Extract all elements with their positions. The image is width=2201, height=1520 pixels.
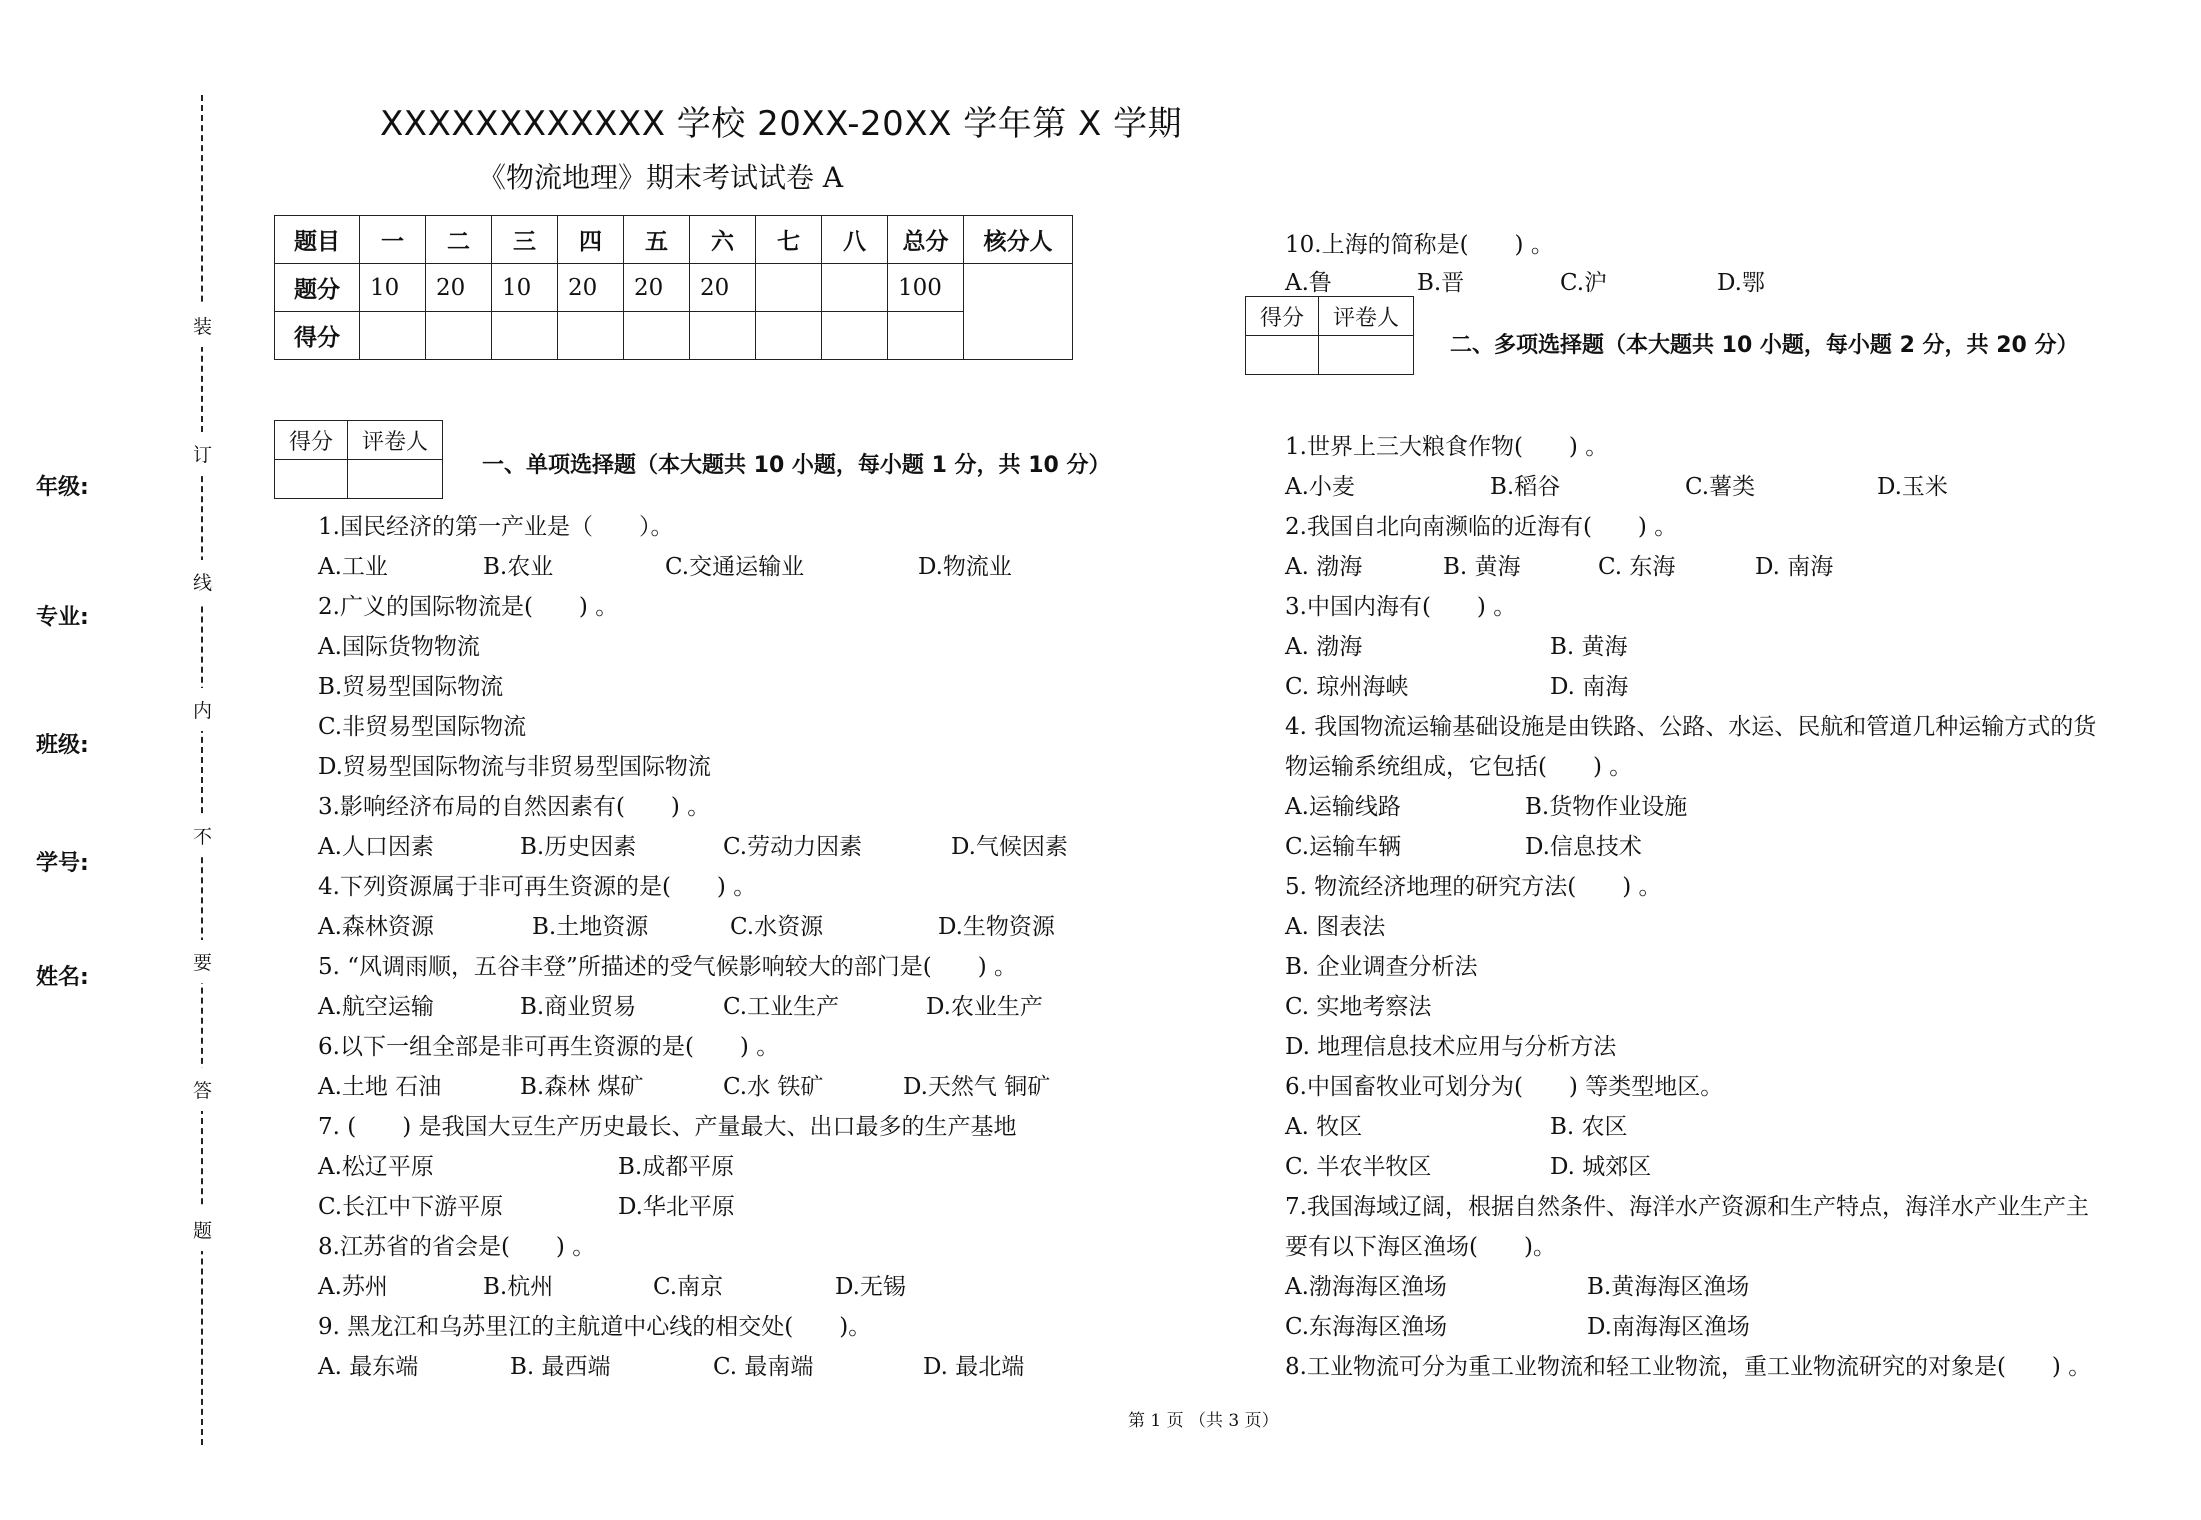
option[interactable]: D. 最北端 bbox=[923, 1354, 1025, 1380]
option[interactable]: C. 最南端 bbox=[713, 1354, 814, 1380]
grader-reviewer-cell[interactable] bbox=[348, 460, 443, 499]
table-cell: 20 bbox=[690, 264, 756, 312]
option[interactable]: A.森林资源 bbox=[318, 914, 434, 940]
option-row bbox=[1285, 548, 2085, 580]
table-cell: 20 bbox=[624, 264, 690, 312]
option[interactable]: B.森林 煤矿 bbox=[520, 1074, 644, 1100]
option[interactable]: C.工业生产 bbox=[723, 994, 840, 1020]
option-row bbox=[1285, 1148, 2085, 1180]
option-row bbox=[1285, 1108, 2085, 1140]
binding-char: 内 bbox=[193, 688, 211, 731]
binding-char: 线 bbox=[193, 560, 211, 603]
option[interactable]: A.松辽平原 bbox=[318, 1154, 434, 1180]
score-cell[interactable] bbox=[888, 312, 964, 360]
option-row bbox=[318, 1188, 1118, 1220]
question-text-continued: 物运输系统组成，它包括( ) 。 bbox=[1285, 754, 1633, 780]
score-cell[interactable] bbox=[492, 312, 558, 360]
option[interactable]: B.货物作业设施 bbox=[1525, 794, 1688, 820]
option[interactable]: A.工业 bbox=[318, 554, 388, 580]
option[interactable]: A.人口因素 bbox=[318, 834, 434, 860]
table-header: 一 bbox=[360, 216, 426, 264]
option[interactable]: D.物流业 bbox=[918, 554, 1012, 580]
major-label: 专业: bbox=[36, 605, 89, 630]
score-cell[interactable] bbox=[426, 312, 492, 360]
grade-label: 年级: bbox=[36, 475, 89, 500]
grader-box bbox=[274, 420, 443, 499]
score-table bbox=[274, 215, 1073, 360]
option-row bbox=[1285, 668, 2085, 700]
option[interactable]: B.商业贸易 bbox=[520, 994, 637, 1020]
table-header: 核分人 bbox=[964, 216, 1073, 264]
option[interactable]: A.航空运输 bbox=[318, 994, 434, 1020]
option[interactable]: B.成都平原 bbox=[618, 1154, 735, 1180]
question-text-continued: 要有以下海区渔场( )。 bbox=[1285, 1234, 1556, 1260]
question-text: 7. ( ) 是我国大豆生产历史最长、产量最大、出口最多的生产基地 bbox=[318, 1114, 1017, 1140]
option-row bbox=[1285, 828, 2085, 860]
table-cell: 10 bbox=[492, 264, 558, 312]
binding-char: 装 bbox=[193, 304, 211, 347]
question-text: 1.世界上三大粮食作物( ) 。 bbox=[1285, 434, 1609, 460]
option[interactable]: A. 牧区 bbox=[1285, 1114, 1363, 1140]
exam-subtitle: 《物流地理》期末考试试卷 A bbox=[478, 161, 844, 194]
option[interactable]: B.土地资源 bbox=[532, 914, 649, 940]
question-text: 10.上海的简称是( ) 。 bbox=[1285, 232, 1554, 258]
option[interactable]: A.土地 石油 bbox=[318, 1074, 442, 1100]
score-cell[interactable] bbox=[624, 312, 690, 360]
grader-score-label: 得分 bbox=[1246, 297, 1319, 336]
table-header: 三 bbox=[492, 216, 558, 264]
option[interactable]: C.运输车辆 bbox=[1285, 834, 1402, 860]
option[interactable]: A.鲁 bbox=[1285, 270, 1332, 296]
table-cell: 20 bbox=[558, 264, 624, 312]
question-text: 8.江苏省的省会是( ) 。 bbox=[318, 1234, 596, 1260]
question-text: 3.影响经济布局的自然因素有( ) 。 bbox=[318, 794, 711, 820]
question-text: 4. 我国物流运输基础设施是由铁路、公路、水运、民航和管道几种运输方式的货 bbox=[1285, 714, 2097, 740]
question-text: 4.下列资源属于非可再生资源的是( ) 。 bbox=[318, 874, 757, 900]
option[interactable]: B. 企业调查分析法 bbox=[1285, 954, 1478, 980]
question-text: 9. 黑龙江和乌苏里江的主航道中心线的相交处( )。 bbox=[318, 1314, 872, 1340]
option[interactable]: D.华北平原 bbox=[618, 1194, 735, 1220]
option[interactable]: C. 东海 bbox=[1598, 554, 1676, 580]
table-header: 总分 bbox=[888, 216, 964, 264]
grader-score-label: 得分 bbox=[275, 421, 348, 460]
question-text: 3.中国内海有( ) 。 bbox=[1285, 594, 1517, 620]
option-row bbox=[1285, 264, 1985, 296]
table-header: 八 bbox=[822, 216, 888, 264]
score-cell[interactable] bbox=[822, 312, 888, 360]
table-row bbox=[275, 216, 1073, 264]
option-row bbox=[1285, 788, 2085, 820]
option-row bbox=[1285, 628, 2085, 660]
option[interactable]: C.水 铁矿 bbox=[723, 1074, 824, 1100]
row-label: 得分 bbox=[275, 312, 360, 360]
option[interactable]: C.南京 bbox=[653, 1274, 724, 1300]
option[interactable]: B. 最西端 bbox=[510, 1354, 611, 1380]
score-cell[interactable] bbox=[690, 312, 756, 360]
question-text: 8.工业物流可分为重工业物流和轻工业物流，重工业物流研究的对象是( ) 。 bbox=[1285, 1354, 2092, 1380]
option[interactable]: D.信息技术 bbox=[1525, 834, 1642, 860]
table-header: 七 bbox=[756, 216, 822, 264]
option[interactable]: C. 半农半牧区 bbox=[1285, 1154, 1432, 1180]
option[interactable]: D.生物资源 bbox=[938, 914, 1055, 940]
option[interactable]: B.农业 bbox=[483, 554, 554, 580]
option[interactable]: D. 南海 bbox=[1755, 554, 1834, 580]
option[interactable]: D. 地理信息技术应用与分析方法 bbox=[1285, 1034, 1617, 1060]
option[interactable]: D.无锡 bbox=[835, 1274, 906, 1300]
option[interactable]: D.天然气 铜矿 bbox=[903, 1074, 1051, 1100]
option-row bbox=[318, 988, 1118, 1020]
option[interactable]: A.小麦 bbox=[1285, 474, 1355, 500]
score-cell[interactable] bbox=[756, 312, 822, 360]
table-cell bbox=[822, 264, 888, 312]
option[interactable]: A. 最东端 bbox=[318, 1354, 419, 1380]
option-row bbox=[318, 1268, 1118, 1300]
grader-score-cell[interactable] bbox=[1246, 336, 1319, 375]
table-header: 五 bbox=[624, 216, 690, 264]
option-row bbox=[1285, 1308, 2085, 1340]
grader-score-cell[interactable] bbox=[275, 460, 348, 499]
option[interactable]: A.国际货物物流 bbox=[318, 634, 480, 660]
option-row bbox=[1285, 468, 2085, 500]
score-cell[interactable] bbox=[360, 312, 426, 360]
option[interactable]: B.黄海海区渔场 bbox=[1587, 1274, 1750, 1300]
option[interactable]: A. 渤海 bbox=[1285, 554, 1363, 580]
option[interactable]: C.长江中下游平原 bbox=[318, 1194, 504, 1220]
option-row bbox=[1285, 1268, 2085, 1300]
option[interactable]: B.历史因素 bbox=[520, 834, 637, 860]
binding-char: 要 bbox=[193, 940, 211, 983]
option-row bbox=[318, 1068, 1118, 1100]
student-id-label: 学号: bbox=[36, 851, 89, 876]
question-text: 7.我国海域辽阔，根据自然条件、海洋水产资源和生产特点，海洋水产业生产主 bbox=[1285, 1194, 2089, 1220]
option[interactable]: A.渤海海区渔场 bbox=[1285, 1274, 1447, 1300]
question-text: 2.广义的国际物流是( ) 。 bbox=[318, 594, 619, 620]
option[interactable]: C.沪 bbox=[1560, 270, 1608, 296]
question-text: 6.以下一组全部是非可再生资源的是( ) 。 bbox=[318, 1034, 780, 1060]
binding-char: 题 bbox=[193, 1208, 211, 1251]
option[interactable]: A.运输线路 bbox=[1285, 794, 1401, 820]
question-text: 5. “风调雨顺，五谷丰登”所描述的受气候影响较大的部门是( ) 。 bbox=[318, 954, 1018, 980]
question-text: 1.国民经济的第一产业是（ ）。 bbox=[318, 514, 674, 540]
option-row bbox=[318, 908, 1118, 940]
option[interactable]: C.交通运输业 bbox=[665, 554, 805, 580]
option[interactable]: B. 农区 bbox=[1550, 1114, 1628, 1140]
question-text: 6.中国畜牧业可划分为( ) 等类型地区。 bbox=[1285, 1074, 1724, 1100]
binding-char: 订 bbox=[193, 432, 211, 475]
option[interactable]: D.农业生产 bbox=[926, 994, 1043, 1020]
option[interactable]: D.玉米 bbox=[1877, 474, 1948, 500]
page-footer: 第 1 页 （共 3 页） bbox=[1128, 1411, 1279, 1431]
table-cell: 100 bbox=[888, 264, 964, 312]
table-cell: 10 bbox=[360, 264, 426, 312]
option[interactable]: D.鄂 bbox=[1717, 270, 1765, 296]
grader-reviewer-label: 评卷人 bbox=[348, 421, 443, 460]
reviewer-cell[interactable] bbox=[964, 264, 1073, 360]
option[interactable]: D.气候因素 bbox=[951, 834, 1068, 860]
class-label: 班级: bbox=[36, 733, 89, 758]
option[interactable]: B. 黄海 bbox=[1443, 554, 1521, 580]
grader-box bbox=[1245, 296, 1414, 375]
score-cell[interactable] bbox=[558, 312, 624, 360]
option[interactable]: D.贸易型国际物流与非贸易型国际物流 bbox=[318, 754, 711, 780]
option[interactable]: A. 渤海 bbox=[1285, 634, 1363, 660]
option-row bbox=[318, 1148, 1118, 1180]
grader-reviewer-cell[interactable] bbox=[1319, 336, 1414, 375]
option[interactable]: C.东海海区渔场 bbox=[1285, 1314, 1448, 1340]
row-label: 题分 bbox=[275, 264, 360, 312]
option[interactable]: C.薯类 bbox=[1685, 474, 1756, 500]
option[interactable]: A.苏州 bbox=[318, 1274, 388, 1300]
table-cell: 20 bbox=[426, 264, 492, 312]
option[interactable]: C. 实地考察法 bbox=[1285, 994, 1432, 1020]
option[interactable]: A. 图表法 bbox=[1285, 914, 1386, 940]
table-header: 题目 bbox=[275, 216, 360, 264]
question-text: 5. 物流经济地理的研究方法( ) 。 bbox=[1285, 874, 1662, 900]
option[interactable]: C. 琼州海峡 bbox=[1285, 674, 1409, 700]
section-title: 二、多项选择题（本大题共 10 小题，每小题 2 分，共 20 分） bbox=[1450, 333, 2079, 358]
option[interactable]: B.贸易型国际物流 bbox=[318, 674, 504, 700]
option[interactable]: B. 黄海 bbox=[1550, 634, 1628, 660]
option[interactable]: D. 城郊区 bbox=[1550, 1154, 1652, 1180]
table-header: 四 bbox=[558, 216, 624, 264]
grader-reviewer-label: 评卷人 bbox=[1319, 297, 1414, 336]
option[interactable]: D.南海海区渔场 bbox=[1587, 1314, 1750, 1340]
exam-title: XXXXXXXXXXXX 学校 20XX-20XX 学年第 X 学期 bbox=[380, 104, 1183, 144]
option[interactable]: B.晋 bbox=[1417, 270, 1465, 296]
option-row bbox=[318, 1348, 1118, 1380]
option[interactable]: C.非贸易型国际物流 bbox=[318, 714, 527, 740]
binding-char: 答 bbox=[193, 1068, 211, 1111]
question-text: 2.我国自北向南濒临的近海有( ) 。 bbox=[1285, 514, 1678, 540]
option[interactable]: C.水资源 bbox=[730, 914, 824, 940]
option[interactable]: B.稻谷 bbox=[1490, 474, 1561, 500]
table-row bbox=[275, 264, 1073, 312]
option-row bbox=[318, 828, 1118, 860]
binding-char: 不 bbox=[193, 814, 211, 857]
section-title: 一、单项选择题（本大题共 10 小题，每小题 1 分，共 10 分） bbox=[482, 453, 1111, 478]
name-label: 姓名: bbox=[36, 965, 89, 990]
option[interactable]: B.杭州 bbox=[483, 1274, 554, 1300]
option[interactable]: C.劳动力因素 bbox=[723, 834, 863, 860]
table-header: 六 bbox=[690, 216, 756, 264]
table-row bbox=[275, 312, 1073, 360]
table-cell bbox=[756, 264, 822, 312]
option[interactable]: D. 南海 bbox=[1550, 674, 1629, 700]
option-row bbox=[318, 548, 1118, 580]
table-header: 二 bbox=[426, 216, 492, 264]
